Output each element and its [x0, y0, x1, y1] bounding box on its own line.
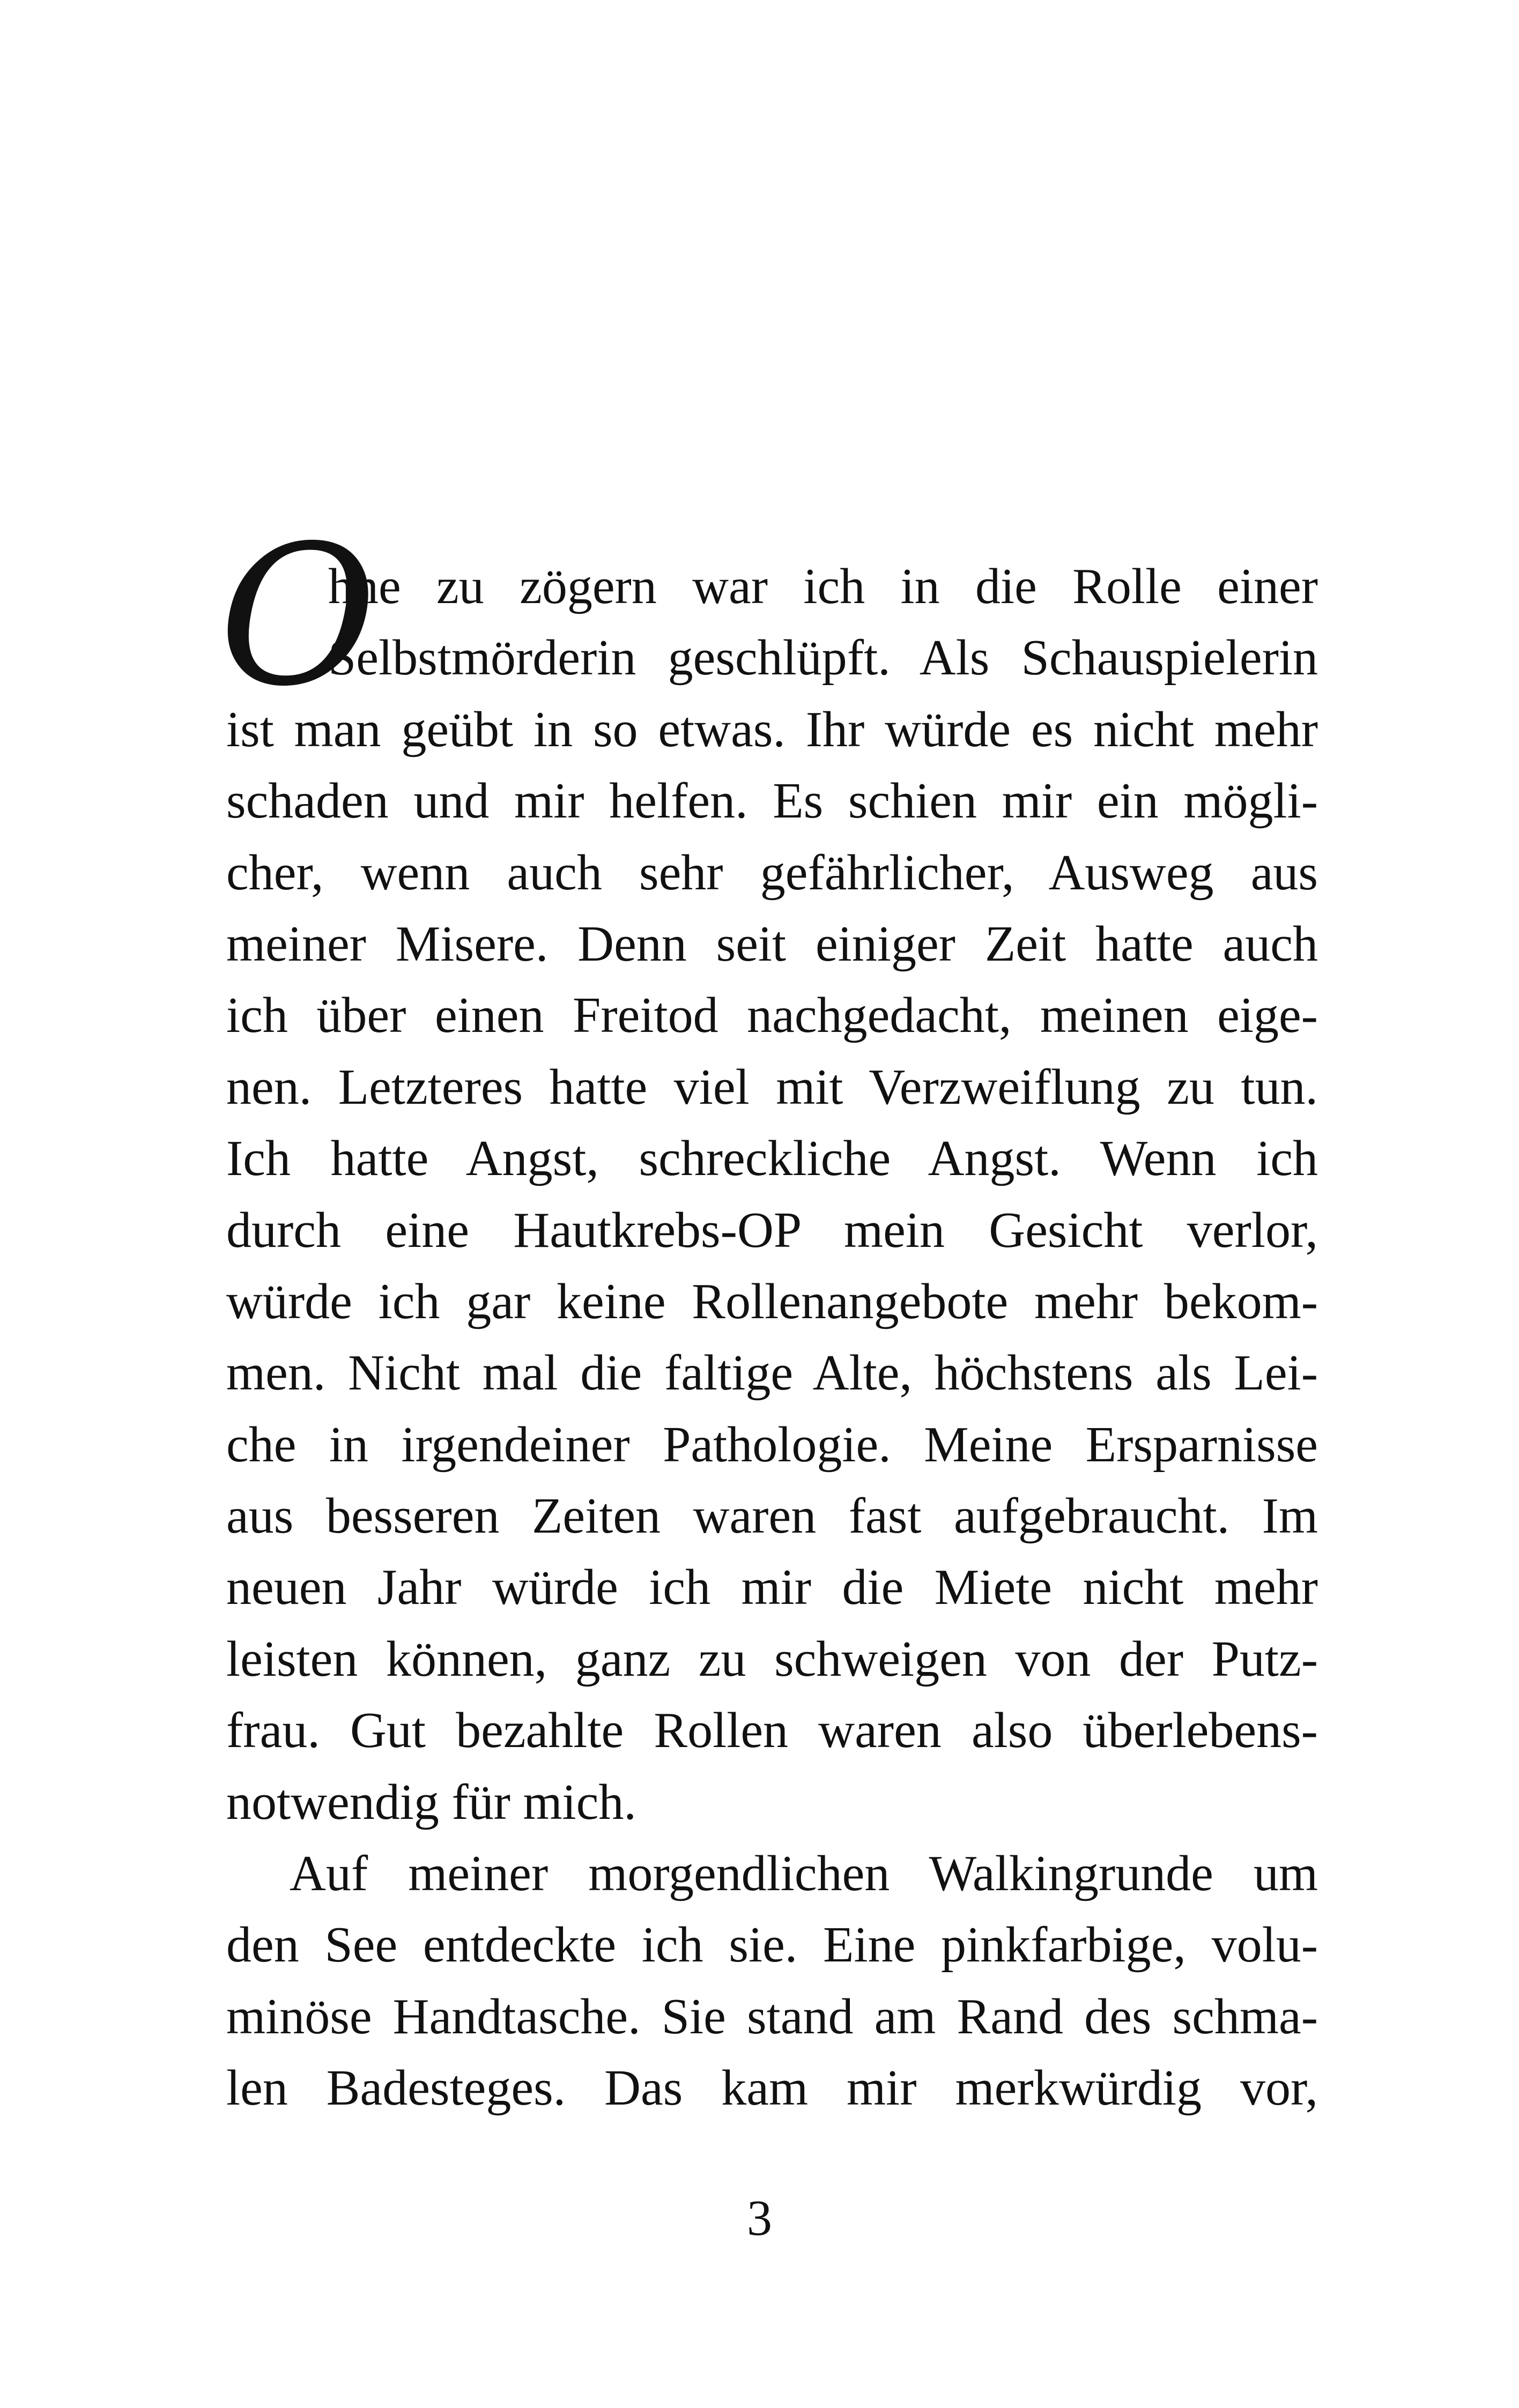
text-line: würde ich gar keine Rollenangebote mehr bekom-: [226, 1273, 1318, 1329]
text-line: minöse Handtasche. Sie stand am Rand des schma-: [226, 1988, 1318, 2045]
drop-cap-letter: O: [219, 504, 377, 729]
text-line: Selbstmörderin geschlüpft. Als Schauspielerin: [328, 630, 1318, 686]
text-line: hne zu zögern war ich in die Rolle einer: [328, 559, 1318, 614]
text-line: meiner Misere. Denn seit einiger Zeit hatte auch: [226, 916, 1318, 972]
text-line: leisten können, ganz zu schweigen von der Putz-: [226, 1631, 1318, 1687]
text-line: men. Nicht mal die faltige Alte, höchstens als Lei-: [226, 1345, 1318, 1401]
text-line: ich über einen Freitod nachgedacht, meinen eige-: [226, 987, 1318, 1044]
text-line: Auf meiner morgendlichen Walkingrunde um: [290, 1846, 1318, 1902]
text-line: ist man geübt in so etwas. Ihr würde es nicht mehr: [226, 701, 1318, 757]
body-text: [226, 551, 1318, 2124]
text-line: len Badesteges. Das kam mir merkwürdig vor,: [226, 2060, 1318, 2116]
text-line: den See entdeckte ich sie. Eine pinkfarbige, volu-: [226, 1917, 1318, 1973]
page-number: 3: [747, 2190, 772, 2246]
text-line: notwendig für mich.: [226, 1774, 636, 1830]
text-line: aus besseren Zeiten waren fast aufgebraucht. Im: [226, 1488, 1318, 1544]
text-line: neuen Jahr würde ich mir die Miete nicht mehr: [226, 1559, 1318, 1616]
paragraph-1: [226, 551, 1318, 1838]
text-line: Ich hatte Angst, schreckliche Angst. Wenn ich: [226, 1131, 1318, 1187]
text-line: frau. Gut bezahlte Rollen waren also überlebens-: [226, 1703, 1318, 1759]
text-line: schaden und mir helfen. Es schien mir ein mögli-: [226, 773, 1318, 829]
paragraph-2: [226, 1838, 1318, 2124]
text-line: che in irgendeiner Pathologie. Meine Ersparnisse: [226, 1416, 1318, 1473]
text-line: cher, wenn auch sehr gefährlicher, Ausweg aus: [226, 844, 1318, 901]
text-line: durch eine Hautkrebs-OP mein Gesicht verlor,: [226, 1202, 1318, 1258]
text-line: nen. Letzteres hatte viel mit Verzweiflung zu tun.: [226, 1059, 1318, 1115]
